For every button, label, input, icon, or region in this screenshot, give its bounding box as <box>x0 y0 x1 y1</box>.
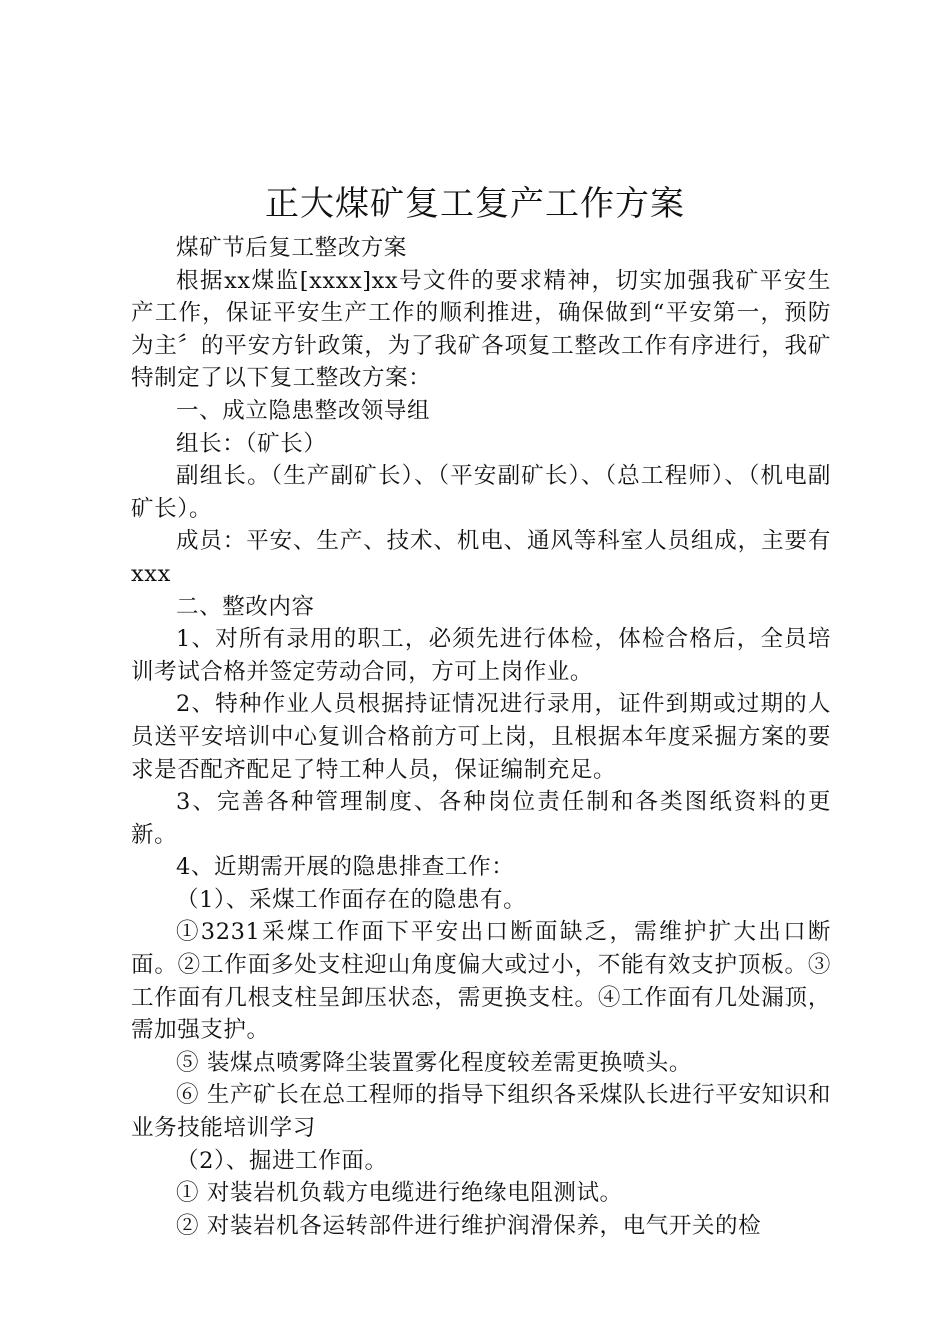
paragraph-hazard-6: ⑥ 生产矿长在总工程师的指导下组织各采煤队长进行平安知识和业务技能培训学习 <box>131 1082 831 1142</box>
paragraph-subtitle: 煤矿节后复工整改方案 <box>176 235 408 261</box>
subheading-mining-face: （1）、采煤工作面存在的隐患有。 <box>176 886 527 913</box>
paragraph-deputy-leader: 副组长。（生产副矿长）、（平安副矿长）、（总工程师）、（机电副矿长）。 <box>131 463 831 522</box>
paragraph-hazard-5: ⑤ 装煤点喷雾降尘装置雾化程度较差需更换喷头。 <box>176 1049 692 1076</box>
paragraph-members: 成员：平安、生产、技术、机电、通风等科室人员组成，主要有xxx <box>131 528 831 587</box>
document-title: 正大煤矿复工复产工作方案 <box>265 184 685 224</box>
paragraph-tunneling-1: ① 对装岩机负载方电缆进行绝缘电阻测试。 <box>176 1180 623 1207</box>
paragraph-item-2: 2、特种作业人员根据持证情况进行录用，证件到期或过期的人员送平安培训中心复训合格前方可上岗，且根据本年度采掘方案的要求是否配齐配足了特工种人员，保证编制充足。 <box>131 691 831 783</box>
paragraph-item-3: 3、完善各种管理制度、各种岗位责任制和各类图纸资料的更新。 <box>131 789 831 848</box>
section-heading-2: 二、整改内容 <box>176 593 315 620</box>
paragraph-tunneling-2: ② 对装岩机各运转部件进行维护润滑保养，电气开关的检 <box>176 1212 762 1239</box>
paragraph-item-1: 1、对所有录用的职工，必须先进行体检，体检合格后，全员培训考试合格并签定劳动合同，方可上岗作业。 <box>131 626 831 685</box>
paragraph-intro: 根据xx煤监[xxxx]xx号文件的要求精神，切实加强我矿平安生产工作，保证平安生产工作的顺利推进，确保做到“平安第一，预防为主〞的平安方针政策，为了我矿各项复工整改工作有序进行，我矿特制定了以下复工整改方案： <box>131 267 831 392</box>
document-body <box>131 232 831 1242</box>
paragraph-leader: 组长：（矿长） <box>176 430 327 457</box>
section-heading-1: 一、成立隐患整改领导组 <box>176 397 431 424</box>
subheading-tunneling-face: （2）、掘进工作面。 <box>176 1147 388 1174</box>
paragraph-mining-hazards: ①3231采煤工作面下平安出口断面缺乏，需维护扩大出口断面。②工作面多处支柱迎山角度偏大或过小，不能有效支护顶板。③工作面有几根支柱呈卸压状态，需更换支柱。④工作面有几处漏顶，需加强支护。 <box>131 919 831 1044</box>
paragraph-item-4: 4、近期需开展的隐患排查工作： <box>176 854 515 881</box>
